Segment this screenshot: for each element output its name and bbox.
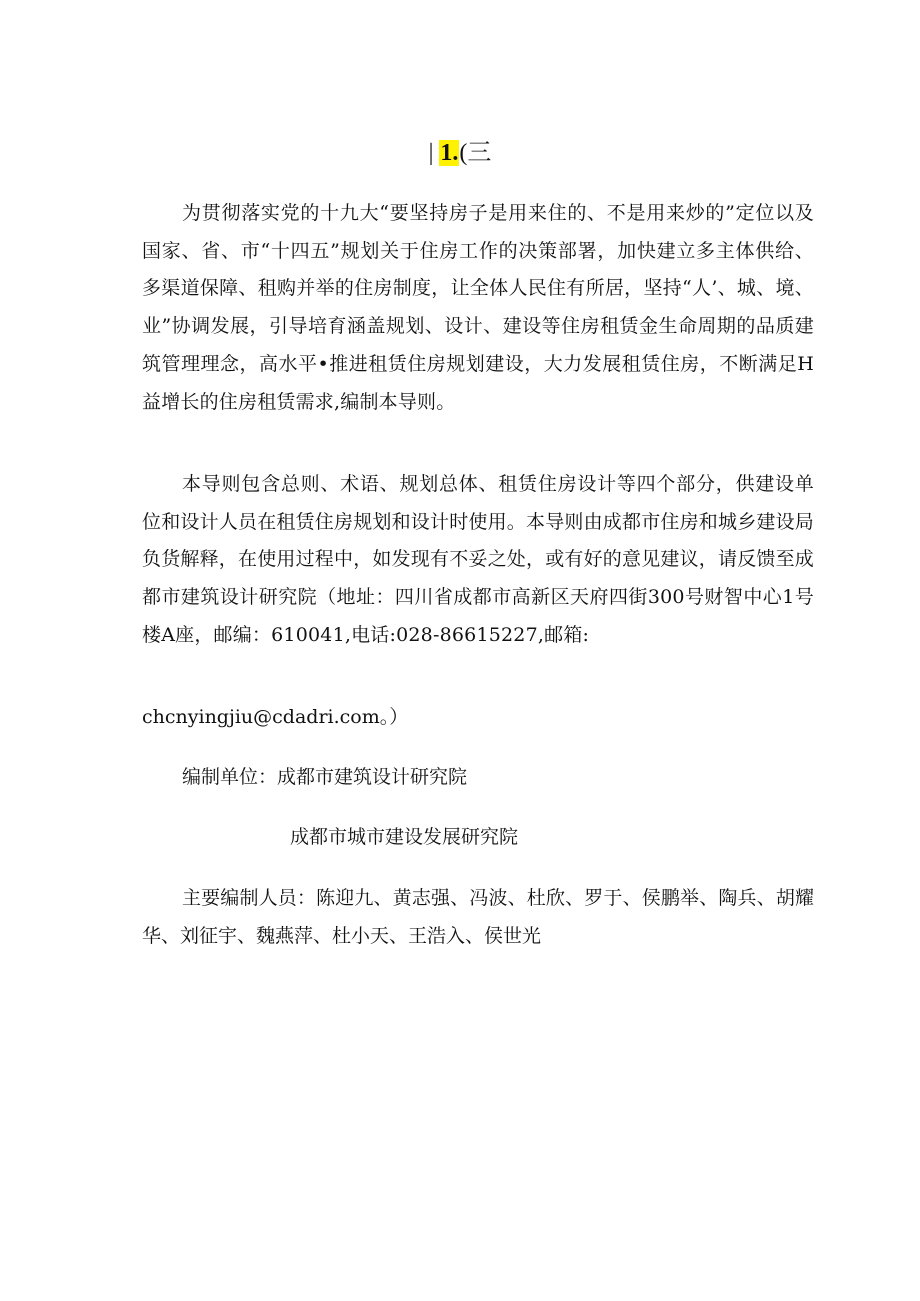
contact-email: chcnyingjiu@cdadri.com。） <box>142 706 409 728</box>
heading-highlight: 1. <box>440 140 459 166</box>
heading-rest: (三 <box>459 140 492 166</box>
heading-bar: | <box>428 140 434 166</box>
compiler-unit: 编制单位：成都市建筑设计研究院 <box>182 766 468 788</box>
intro-paragraph: 为贯彻落实党的十九大“要坚持房子是用来住的、不是用来炒的”定位以及国家、省、市“十四五”规划关于住房工作的决策部署，加快建立多主体供给、多渠道保障、租购并举的住房制度，让全体人民住有所居，坚持“人’、城、境、业”协调发展，引导培育涵盖规划、设计、建设等住房租赁金生命周期的品质建筑管理理念，高水平•推进租赁住房规划建设，大力发展租赁住房，不断满足H益增长的住房租赁需求,编制本导则。 <box>142 202 814 413</box>
main-staff: 主要编制人员：陈迎九、黄志强、冯波、杜欣、罗于、侯鹏举、陶兵、胡耀华、刘征宇、魏燕萍、杜小天、王浩入、侯世光 <box>142 887 814 947</box>
scope-paragraph: 本导则包含总则、术语、规划总体、租赁住房设计等四个部分，供建设单位和设计人员在租赁住房规划和设计时使用。本导则由成都市住房和城乡建设局负货解释，在使用过程中，如发现有不妥之处，或有好的意见建议，请反馈至成都市建筑设计研究院（地址：四川省成都市高新区天府四街300号财智中心1号楼A座，邮编：610041,电话:028-86615227,邮箱: <box>142 473 815 646</box>
section-heading <box>0 136 920 170</box>
compiler-unit-second: 成都市城市建设发展研究院 <box>290 826 519 848</box>
